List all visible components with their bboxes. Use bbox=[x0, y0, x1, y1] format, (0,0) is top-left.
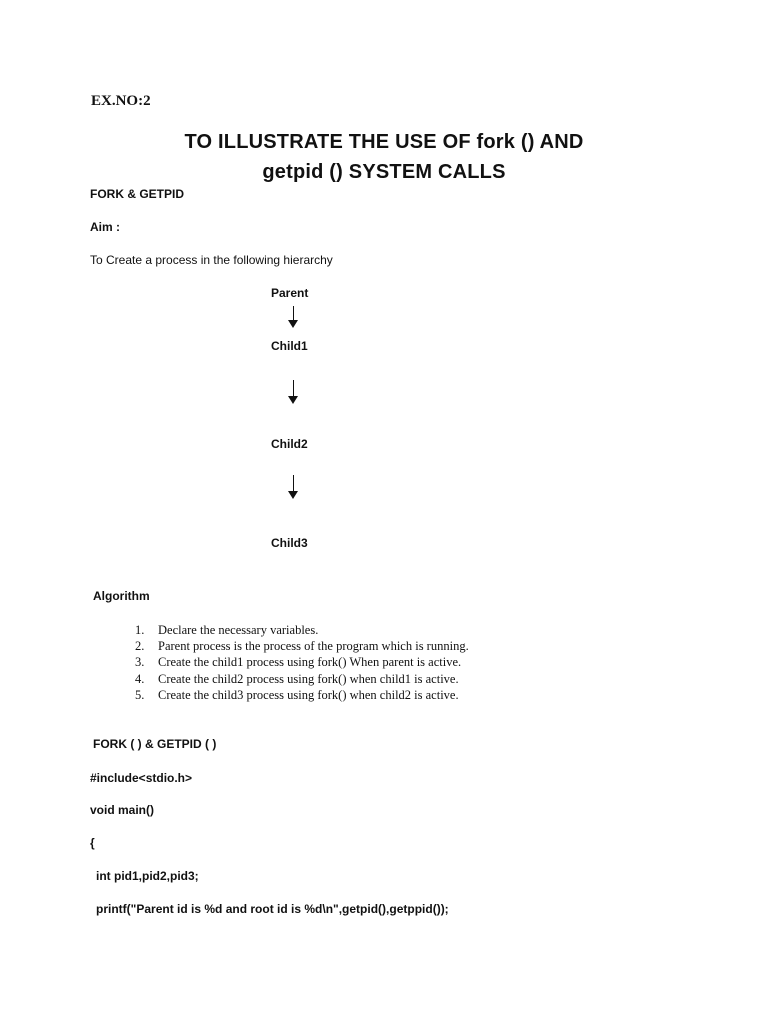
step-text: Create the child2 process using fork() when child1 is active. bbox=[158, 671, 459, 686]
page-title-line-1: TO ILLUSTRATE THE USE OF fork () AND bbox=[184, 131, 584, 153]
hierarchy-node-parent: Parent bbox=[271, 286, 309, 300]
step-text: Create the child3 process using fork() when child2 is active. bbox=[158, 687, 459, 702]
algorithm-step bbox=[135, 687, 469, 703]
page-title-line-2: getpid () SYSTEM CALLS bbox=[262, 161, 506, 183]
code-line: printf("Parent id is %d and root id is %d\n",getpid(),getppid()); bbox=[96, 902, 449, 916]
step-number: 4. bbox=[135, 671, 145, 686]
algorithm-step bbox=[135, 654, 469, 670]
step-number: 1. bbox=[135, 623, 145, 637]
algorithm-step bbox=[135, 671, 469, 687]
step-number: 2. bbox=[135, 639, 145, 654]
step-text: Parent process is the process of the program which is running. bbox=[158, 639, 469, 654]
code-line: int pid1,pid2,pid3; bbox=[96, 869, 199, 883]
step-number: 3. bbox=[135, 655, 145, 670]
hierarchy-node-child3: Child3 bbox=[271, 536, 308, 550]
code-line: #include<stdio.h> bbox=[90, 771, 193, 785]
down-arrow-icon bbox=[288, 380, 300, 404]
aim-heading: Aim : bbox=[90, 220, 120, 234]
aim-description: To Create a process in the following hierarchy bbox=[90, 253, 333, 267]
code-line: void main() bbox=[90, 803, 155, 817]
step-text: Create the child1 process using fork() When parent is active. bbox=[158, 655, 462, 670]
step-text: Declare the necessary variables. bbox=[158, 623, 319, 637]
step-number: 5. bbox=[135, 687, 145, 702]
code-line: { bbox=[90, 836, 95, 850]
down-arrow-icon bbox=[288, 475, 300, 499]
algorithm-step bbox=[135, 638, 469, 654]
hierarchy-node-child1: Child1 bbox=[271, 339, 308, 353]
exercise-number: EX.NO:2 bbox=[91, 93, 151, 109]
code-heading: FORK ( ) & GETPID ( ) bbox=[93, 737, 217, 751]
hierarchy-node-child2: Child2 bbox=[271, 437, 308, 451]
down-arrow-icon bbox=[288, 306, 300, 328]
algorithm-step bbox=[135, 622, 469, 638]
algorithm-heading: Algorithm bbox=[93, 589, 150, 603]
algorithm-steps bbox=[135, 622, 469, 703]
section-label: FORK & GETPID bbox=[90, 187, 185, 201]
